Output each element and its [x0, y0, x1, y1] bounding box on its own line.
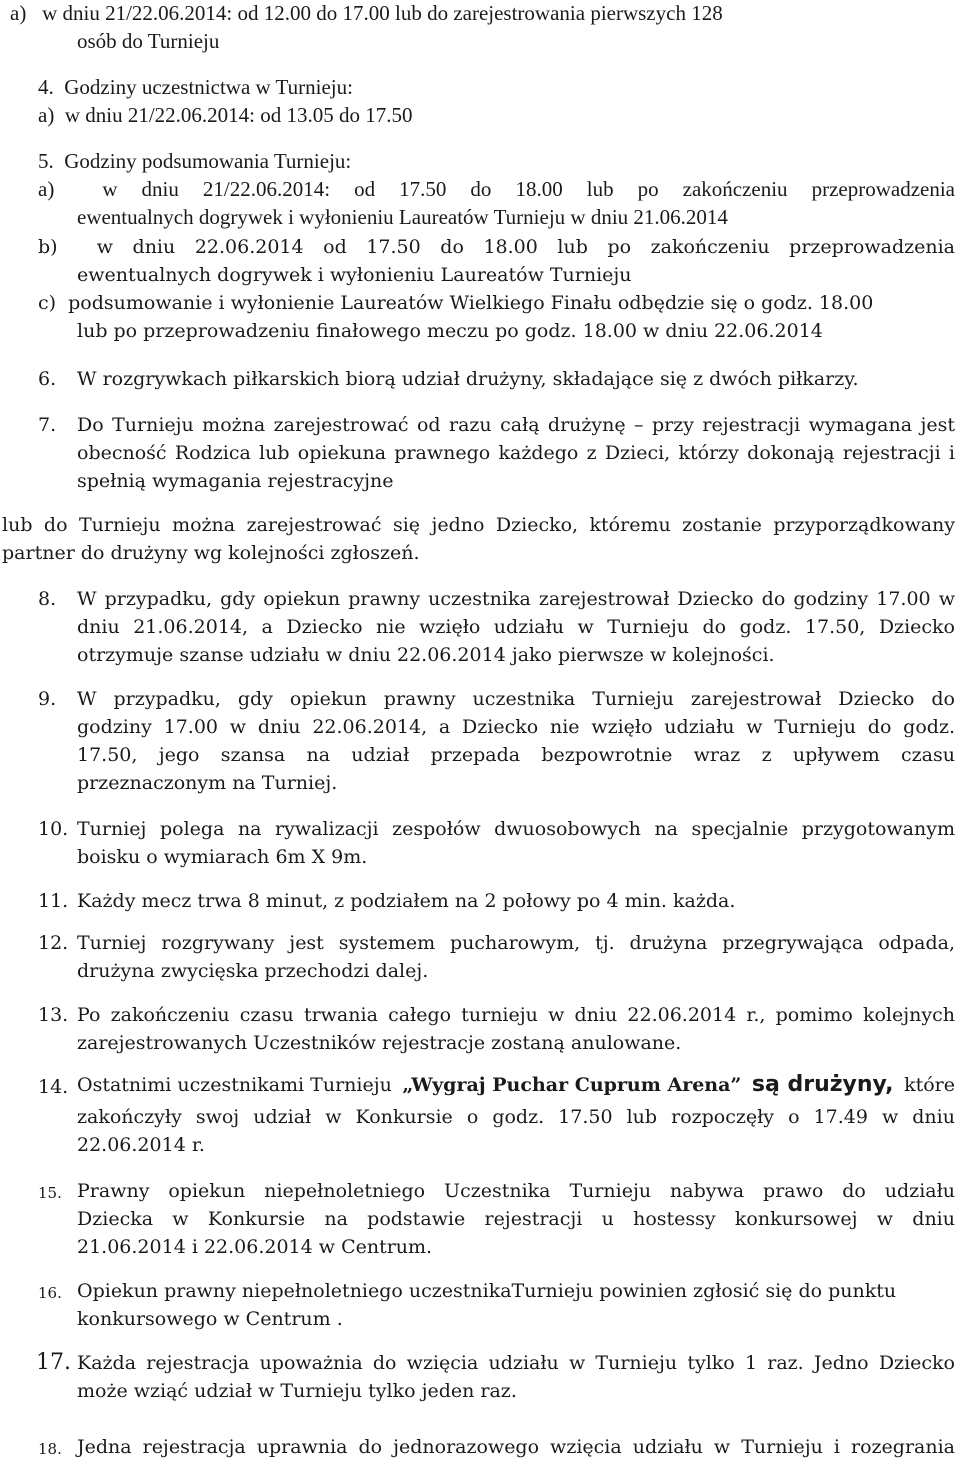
text-line: Jedna rejestracja uprawnia do jednorazowego wzięcia udziału w Turnieju i rozegrania — [77, 1436, 955, 1458]
text-line: Prawny opiekun niepełnoletniego Uczestnika Turnieju nabywa prawo do udziału — [77, 1180, 955, 1202]
text-line: boisku o wymiarach 6m X 9m. — [77, 846, 368, 868]
item-number: 18. — [38, 1440, 62, 1458]
text-line: lub po przeprowadzeniu finałowego meczu po godz. 18.00 w dniu 22.06.2014 — [77, 320, 823, 342]
text-line: b) w dniu 22.06.2014 od 17.50 do 18.00 lub po zakończeniu przeprowadzenia — [38, 236, 955, 258]
item-number: 11. — [38, 890, 69, 912]
text-line-emphasis — [77, 1074, 955, 1096]
text-line: dniu 21.06.2014, a Dziecko nie wzięło udziału w Turnieju do godz. 17.50, Dziecko — [77, 616, 955, 638]
text-line: godziny 17.00 w dniu 22.06.2014, a Dziecko nie wzięło udziału w Turnieju do godz. — [77, 716, 955, 738]
text-line: obecność Rodzica lub opiekuna prawnego każdego z Dzieci, którzy dokonają rejestracji i — [77, 442, 955, 464]
item-number: 12. — [38, 932, 69, 954]
text-line: otrzymuje szanse udziału w dniu 22.06.2014 jako pierwsze w kolejności. — [77, 644, 775, 666]
text-line: może wziąć udział w Turnieju tylko jeden raz. — [77, 1380, 517, 1402]
text-line: a) w dniu 21/22.06.2014: od 13.05 do 17.50 — [38, 103, 413, 127]
section-heading: 4. Godziny uczestnictwa w Turnieju: — [38, 75, 353, 99]
text-fragment: Ostatnimi uczestnikami Turnieju — [77, 1074, 392, 1096]
item-number: 9. — [38, 688, 57, 710]
text-line: Turniej polega na rywalizacji zespołów dwuosobowych na specjalnie przygotowanym — [77, 818, 955, 840]
item-number: 7. — [38, 414, 57, 436]
text-line: drużyna zwycięska przechodzi dalej. — [77, 960, 429, 982]
item-number: 16. — [38, 1284, 62, 1302]
text-line: partner do drużyny wg kolejności zgłoszeń. — [2, 542, 420, 564]
text-line: ewentualnych dogrywek i wyłonieniu Laureatów Turnieju — [77, 264, 632, 286]
text-line: konkursowego w Centrum . — [77, 1308, 343, 1330]
emphasis-text: są drużyny, — [751, 1072, 894, 1097]
text-line: zakończyły swoj udział w Konkursie o godz. 17.50 lub rozpoczęły o 17.49 w dniu — [77, 1106, 955, 1128]
text-line: Do Turnieju można zarejestrować od razu całą drużynę – przy rejestracji wymagana jest — [77, 414, 955, 436]
item-number: 17. — [36, 1350, 71, 1375]
text-line: Po zakończeniu czasu trwania całego turnieju w dniu 22.06.2014 r., pomimo kolejnych — [77, 1004, 955, 1026]
text-line: spełnią wymagania rejestracyjne — [77, 470, 394, 492]
text-line: Każdy mecz trwa 8 minut, z podziałem na 2 połowy po 4 min. każda. — [77, 890, 736, 912]
item-number: 13. — [38, 1004, 69, 1026]
text-line: Każda rejestracja upoważnia do wzięcia udziału w Turnieju tylko 1 raz. Jedno Dziecko — [77, 1352, 955, 1374]
text-line: zarejestrowanych Uczestników rejestracje zostaną anulowane. — [77, 1032, 682, 1054]
item-number: 15. — [38, 1184, 62, 1202]
item-number: 14. — [38, 1076, 69, 1098]
text-line: W przypadku, gdy opiekun prawny uczestnika Turnieju zarejestrował Dziecko do — [77, 688, 955, 710]
section-heading: 5. Godziny podsumowania Turnieju: — [38, 149, 352, 173]
text-line: c) podsumowanie i wyłonienie Laureatów Wielkiego Finału odbędzie się o godz. 18.00 — [38, 292, 874, 314]
text-line: Dziecka w Konkursie na podstawie rejestracji u hostessy konkursowej w dniu — [77, 1208, 955, 1230]
text-line: a) w dniu 21/22.06.2014: od 17.50 do 18.00 lub po zakończeniu przeprowadzenia — [38, 177, 955, 201]
text-line: 21.06.2014 i 22.06.2014 w Centrum. — [77, 1236, 433, 1258]
text-line: osób do Turnieju — [77, 29, 220, 53]
text-fragment: które — [904, 1074, 955, 1096]
text-line: Turniej rozgrywany jest systemem pucharowym, tj. drużyna przegrywająca odpada, — [77, 932, 955, 954]
text-line: a) w dniu 21/22.06.2014: od 12.00 do 17.00 lub do zarejestrowania pierwszych 128 — [10, 1, 723, 25]
text-line: Opiekun prawny niepełnoletniego uczestnikaTurnieju powinien zgłosić się do punktu — [77, 1280, 897, 1302]
item-number: 10. — [38, 818, 69, 840]
item-number: 8. — [38, 588, 57, 610]
item-number: 6. — [38, 368, 57, 390]
text-line: lub do Turnieju można zarejestrować się jedno Dziecko, któremu zostanie przyporządkowany — [2, 514, 955, 536]
event-name: „Wygraj Puchar Cuprum Arena” — [402, 1074, 742, 1096]
text-line: ewentualnych dogrywek i wyłonieniu Laureatów Turnieju w dniu 21.06.2014 — [77, 205, 728, 229]
text-line: W przypadku, gdy opiekun prawny uczestnika zarejestrował Dziecko do godziny 17.00 w — [77, 588, 955, 610]
text-line: 17.50, jego szansa na udział przepada bezpowrotnie wraz z upływem czasu — [77, 744, 955, 766]
text-line: przeznaczonym na Turniej. — [77, 772, 338, 794]
text-line: W rozgrywkach piłkarskich biorą udział drużyny, składające się z dwóch piłkarzy. — [77, 368, 859, 390]
text-line: 22.06.2014 r. — [77, 1134, 205, 1156]
